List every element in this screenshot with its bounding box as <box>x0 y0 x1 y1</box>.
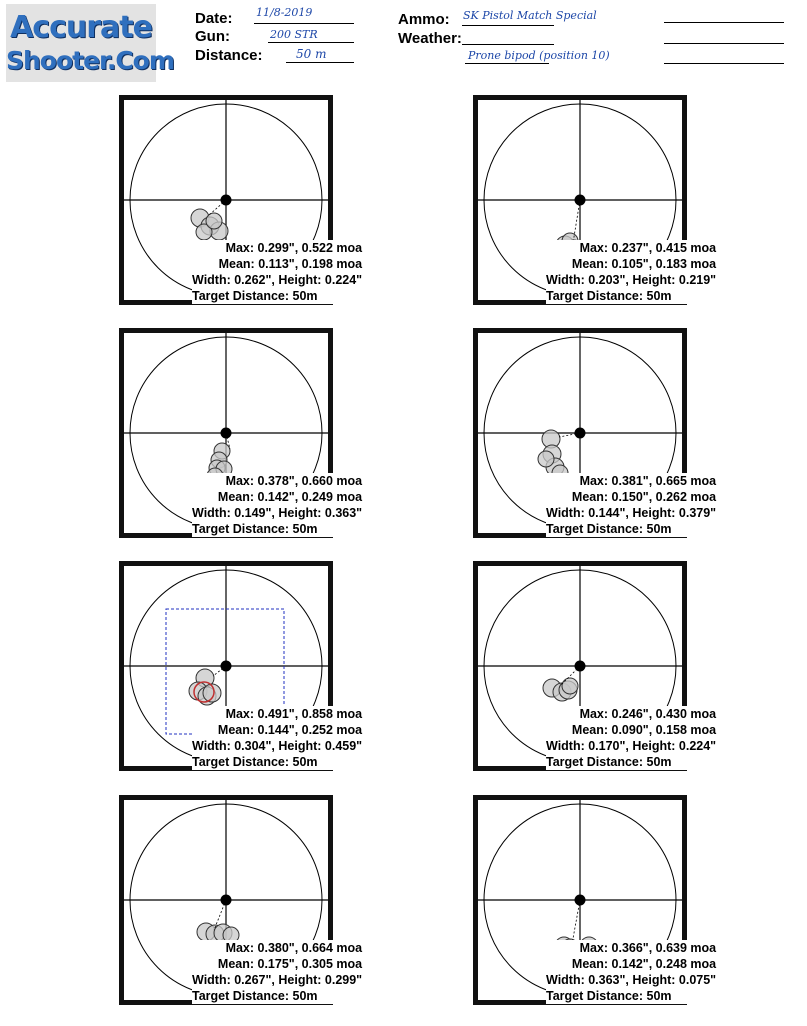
date-underline <box>254 23 354 24</box>
stat-size: Width: 0.304", Height: 0.459" <box>192 739 363 753</box>
ammo-label: Ammo: <box>398 11 450 28</box>
shot-stats <box>546 473 716 537</box>
bullet-hole <box>562 678 578 694</box>
notes-line-3 <box>664 63 784 64</box>
date-label: Date: <box>195 10 233 27</box>
target-1 <box>119 95 363 305</box>
stat-mean: Mean: 0.113", 0.198 moa <box>192 256 362 272</box>
stat-mean: Mean: 0.090", 0.158 moa <box>546 722 716 738</box>
notes-line-2 <box>664 43 784 44</box>
stat-size: Width: 0.170", Height: 0.224" <box>546 739 717 753</box>
shot-stats <box>192 940 362 1004</box>
shot-stats <box>546 940 716 1004</box>
position-underline <box>465 63 549 64</box>
position-value: Prone bipod (position 10) <box>468 49 610 62</box>
aim-point <box>575 661 586 672</box>
shot-stats <box>546 706 716 770</box>
stat-max: Max: 0.381", 0.665 moa <box>546 473 716 489</box>
distance-label: Distance: <box>195 47 263 64</box>
stat-max: Max: 0.246", 0.430 moa <box>546 706 716 722</box>
stat-max: Max: 0.299", 0.522 moa <box>192 240 362 256</box>
aim-point <box>575 195 586 206</box>
aim-point <box>221 428 232 439</box>
aim-point <box>575 895 586 906</box>
stat-distance: Target Distance: 50m <box>192 988 362 1004</box>
weather-underline <box>462 44 554 45</box>
stat-distance: Target Distance: 50m <box>192 288 362 304</box>
target-4 <box>473 328 717 538</box>
gun-label: Gun: <box>195 28 230 45</box>
aim-point <box>221 661 232 672</box>
stat-max: Max: 0.366", 0.639 moa <box>546 940 716 956</box>
shot-stats <box>192 240 362 304</box>
shot-stats <box>192 706 362 770</box>
stat-mean: Mean: 0.142", 0.248 moa <box>546 956 716 972</box>
stat-size: Width: 0.267", Height: 0.299" <box>192 973 363 987</box>
distance-underline <box>286 62 354 63</box>
stat-size: Width: 0.149", Height: 0.363" <box>192 506 363 520</box>
stat-max: Max: 0.237", 0.415 moa <box>546 240 716 256</box>
target-8 <box>473 795 717 1005</box>
stat-mean: Mean: 0.175", 0.305 moa <box>192 956 362 972</box>
stat-max: Max: 0.491", 0.858 moa <box>192 706 362 722</box>
target-3 <box>119 328 363 538</box>
logo-line2: Shooter.Com <box>6 46 174 75</box>
stat-mean: Mean: 0.105", 0.183 moa <box>546 256 716 272</box>
stat-mean: Mean: 0.144", 0.252 moa <box>192 722 362 738</box>
target-6 <box>473 561 717 771</box>
weather-label: Weather: <box>398 30 462 47</box>
shot-stats <box>192 473 362 537</box>
bullet-hole <box>206 213 222 229</box>
gun-value: 200 STR <box>270 28 318 41</box>
logo-line1: Accurate <box>10 10 152 45</box>
stat-size: Width: 0.203", Height: 0.219" <box>546 273 717 287</box>
group-center-line <box>572 900 580 944</box>
target-7 <box>119 795 363 1005</box>
stat-distance: Target Distance: 50m <box>546 754 716 770</box>
stat-distance: Target Distance: 50m <box>546 288 716 304</box>
stat-max: Max: 0.380", 0.664 moa <box>192 940 362 956</box>
stat-distance: Target Distance: 50m <box>546 521 716 537</box>
stat-mean: Mean: 0.150", 0.262 moa <box>546 489 716 505</box>
distance-value: 50 m <box>296 47 327 61</box>
shot-stats <box>546 240 716 304</box>
stat-size: Width: 0.262", Height: 0.224" <box>192 273 363 287</box>
stat-size: Width: 0.144", Height: 0.379" <box>546 506 717 520</box>
aim-point <box>221 195 232 206</box>
notes-line-1 <box>664 22 784 23</box>
gun-underline <box>268 42 354 43</box>
stat-distance: Target Distance: 50m <box>546 988 716 1004</box>
stat-distance: Target Distance: 50m <box>192 521 362 537</box>
stat-max: Max: 0.378", 0.660 moa <box>192 473 362 489</box>
stat-distance: Target Distance: 50m <box>192 754 362 770</box>
date-value: 11/8-2019 <box>256 6 313 19</box>
aim-point <box>575 428 586 439</box>
aim-point <box>221 895 232 906</box>
ammo-underline <box>462 25 554 26</box>
ammo-value: SK Pistol Match Special <box>463 9 597 22</box>
site-logo <box>6 4 174 82</box>
bullet-hole <box>538 451 554 467</box>
target-2 <box>473 95 717 305</box>
target-5 <box>119 561 363 771</box>
stat-mean: Mean: 0.142", 0.249 moa <box>192 489 362 505</box>
stat-size: Width: 0.363", Height: 0.075" <box>546 973 717 987</box>
